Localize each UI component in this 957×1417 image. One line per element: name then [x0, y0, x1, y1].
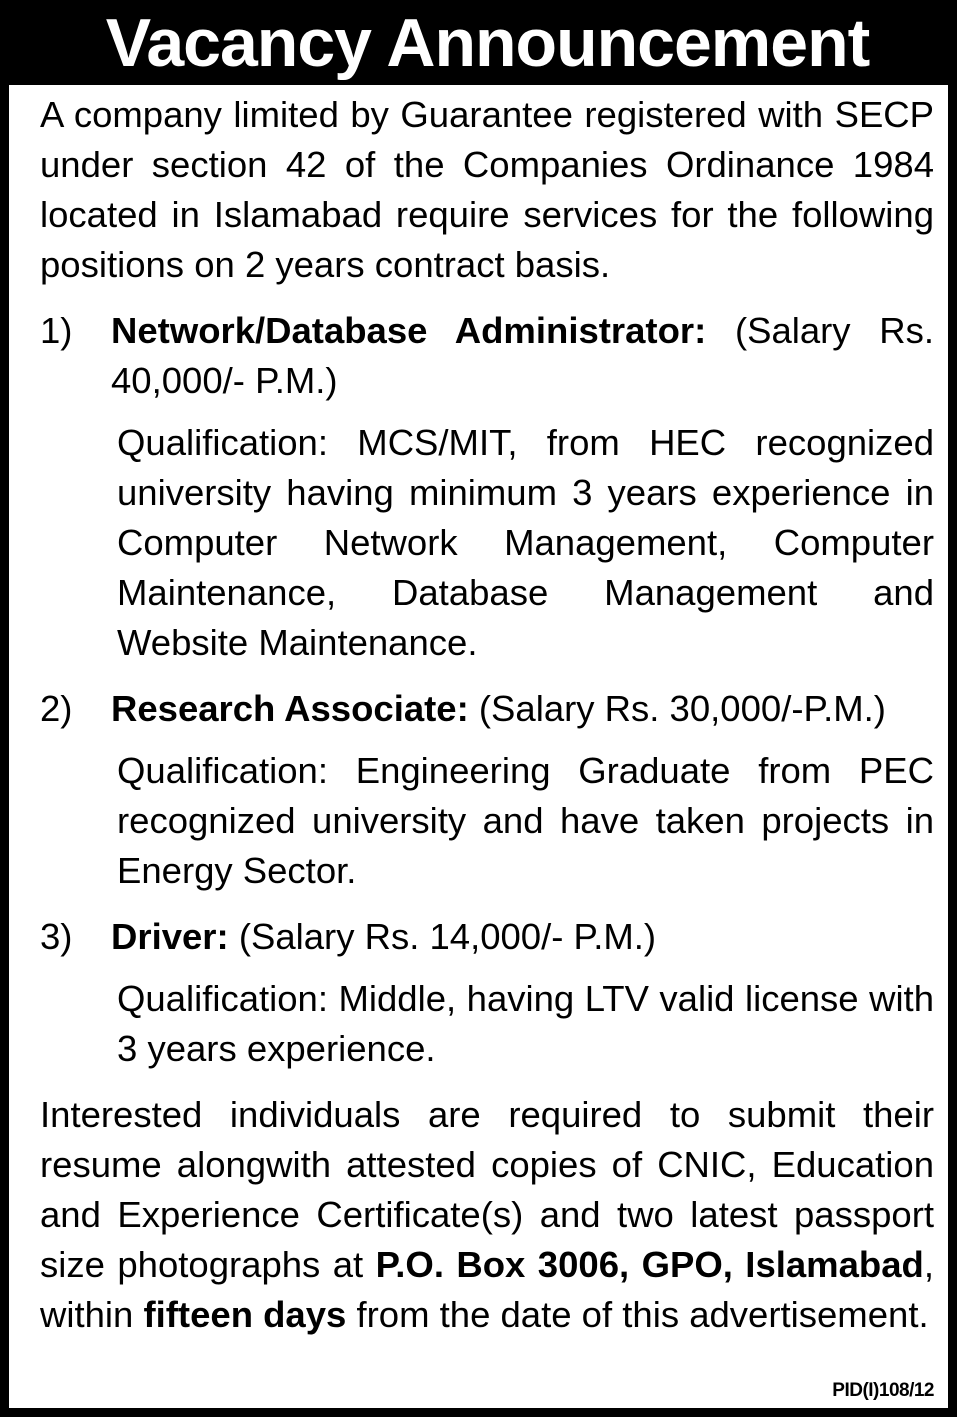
- position-title: Research Associate:: [111, 688, 469, 729]
- title-banner: [9, 0, 957, 85]
- ad-body: [40, 90, 934, 1340]
- position-heading: [111, 912, 934, 962]
- position-qualification: Qualification: Middle, having LTV valid license with 3 years experience.: [117, 978, 934, 1069]
- position-number: 3): [40, 916, 73, 957]
- closing-text: , within: [40, 1244, 934, 1335]
- position-salary: (Salary Rs. 40,000/- P.M.): [111, 310, 934, 401]
- pid-reference: PID(I)108/12: [832, 1380, 934, 1401]
- position-details: [111, 306, 934, 406]
- position-salary: (Salary Rs. 30,000/-P.M.): [478, 688, 886, 729]
- position-salary: (Salary Rs. 14,000/- P.M.): [238, 916, 657, 957]
- position-title: Driver:: [111, 916, 229, 957]
- position-heading: [111, 684, 934, 734]
- position-item: [40, 306, 934, 406]
- position-details: [111, 912, 934, 962]
- position-number: 2): [40, 688, 73, 729]
- closing-paragraph: [40, 1090, 934, 1340]
- position-qualification: Qualification: MCS/MIT, from HEC recognized university having minimum 3 years experience in Computer Network Management, Computer Maintenance, Database Management and Website Maintenance.: [117, 422, 934, 663]
- position-qualification: Qualification: Engineering Graduate from PEC recognized university and have taken projects in Energy Sector.: [117, 750, 934, 891]
- intro-paragraph: A company limited by Guarantee registered with SECP under section 42 of the Companies Ordinance 1984 located in Islamabad require services for the following positions on 2 years contract basis.: [40, 94, 934, 285]
- closing-text: Interested individuals are required to submit their resume alongwith attested copies of CNIC, Education and Experience Certificate(s) and two latest passport size photographs at: [40, 1094, 934, 1285]
- position-heading: [111, 306, 934, 406]
- postal-address: P.O. Box 3006, GPO, Islamabad: [375, 1244, 924, 1285]
- position-item: [40, 912, 934, 962]
- deadline: fifteen days: [143, 1294, 347, 1335]
- position-title: Network/Database Administrator:: [111, 310, 707, 351]
- closing-text: from the date of this advertisement.: [356, 1294, 929, 1335]
- position-number: 1): [40, 310, 73, 351]
- position-item: [40, 684, 934, 734]
- position-details: [111, 684, 934, 734]
- page-title: Vacancy Announcement: [105, 4, 870, 81]
